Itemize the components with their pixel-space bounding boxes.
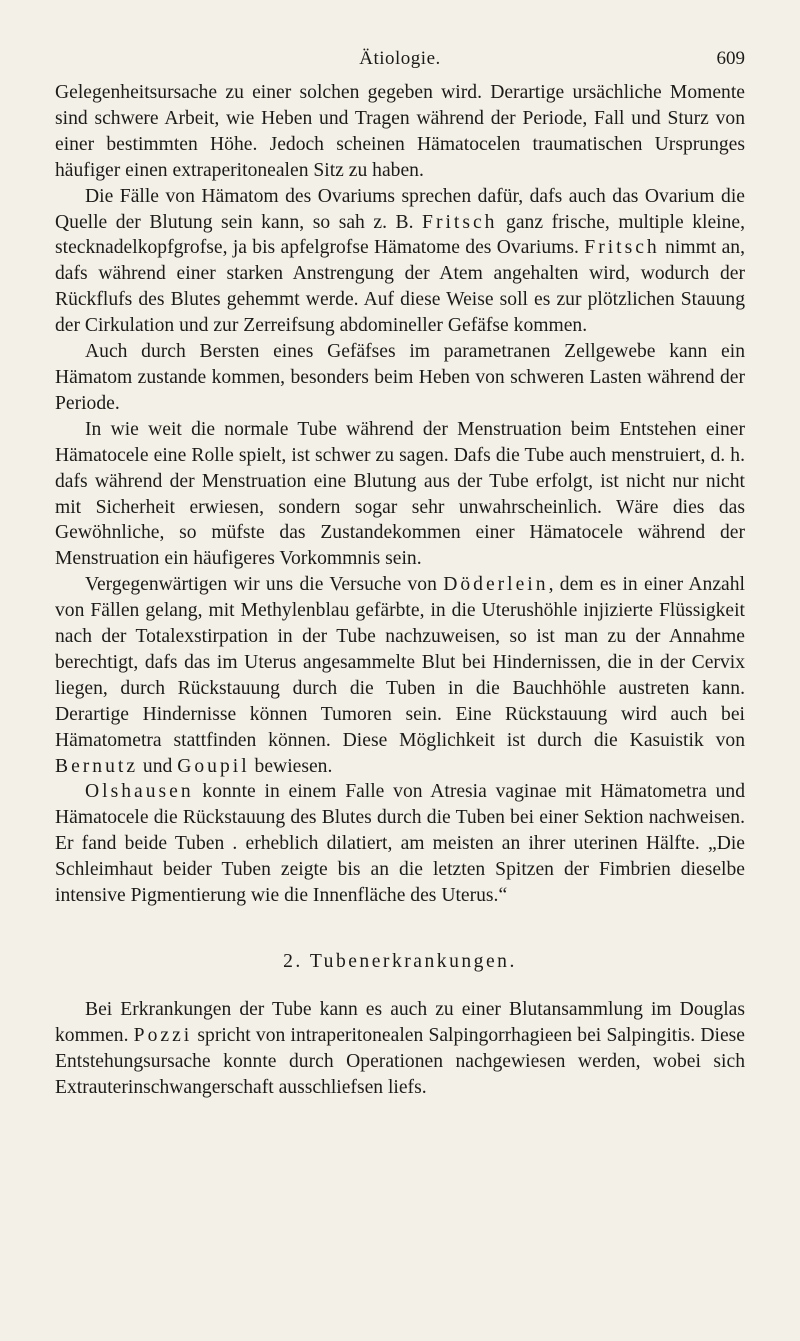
author-name: Goupil (177, 755, 250, 777)
text-run: Vergegenwärtigen wir uns die Versuche von (85, 574, 444, 596)
text-run: und (138, 755, 178, 777)
text-run: Gelegenheitsursache zu einer solchen gegeben wird. Derartige ursächliche Momente sind schwere Arbeit, wie Heben und Tragen während der Periode, Fall und Sturz von einer bestimmten Höhe. Jedoch scheinen Hämatocelen traumatischen Ursprunges häufiger einen extraperitonealen Sitz zu haben. (55, 82, 745, 181)
text-run: Die Fälle von Hämatom des Ovariums sprechen dafür, dafs auch das Ovarium die Quelle der Blutung sein kann, so sah z. B. (55, 185, 745, 233)
text-run: Bei Erkrankungen der Tube kann es auch zu einer Blutansammlung im Douglas kommen. (55, 998, 745, 1046)
section-heading: 2. Tubenerkrankungen. (283, 951, 517, 972)
author-name: Döderlein (443, 574, 549, 596)
running-header (55, 40, 745, 70)
text-run: , dem es in einer Anzahl von Fällen gelang, mit Methylenblau gefärbte, in die Uterushöhle injizierte Flüssigkeit nach der Totalexstirpation in der Tube nachzuweisen, so ist man zu der Annahme berechtigt, dafs das im Uterus angesammelte Blut bei Hindernissen, die in der Cervix liegen, durch Rückstauung durch die Tuben in die Bauchhöhle austreten kann. Derartige Hindernisse können Tumoren sein. Eine Rückstauung wird auch bei Hämatometra stattfinden können. Diese Möglichkeit ist durch die Kasuistik von (55, 574, 745, 751)
author-name: Pozzi (133, 1024, 193, 1046)
paragraph (55, 417, 745, 572)
paragraph (55, 184, 745, 339)
paragraph (55, 572, 745, 779)
author-name: Bernutz (55, 755, 139, 777)
book-page (55, 40, 745, 1101)
paragraph (55, 997, 745, 1101)
text-run: In wie weit die normale Tube während der Menstruation beim Entstehen einer Hämatocele eine Rolle spielt, ist schwer zu sagen. Dafs die Tube auch menstruiert, d. h. dafs während der Menstruation eine Blutung aus der Tube erfolgt, ist nicht nur nicht mit Sicherheit erwiesen, sondern sogar sehr unwahrscheinlich. Wäre dies das Gewöhnliche, so müfste das Zustandekommen einer Hämatocele während der Menstruation ein häufigeres Vorkommnis sein. (55, 418, 745, 570)
page-number: 609 (716, 48, 745, 69)
text-run: ganz frische, multiple kleine, stecknadelkopfgrofse, ja bis apfelgrofse Hämatome des Ovariums. (55, 211, 745, 259)
running-title: Ätiologie. (359, 48, 441, 69)
paragraph (55, 80, 745, 184)
text-run: Auch durch Bersten eines Gefäfses im parametranen Zellgewebe kann ein Hämatom zustande kommen, besonders beim Heben von schweren Lasten während der Periode. (55, 341, 745, 414)
author-name: Fritsch (422, 211, 498, 233)
author-name: Olshausen (85, 781, 194, 803)
text-run: nimmt an, dafs während einer starken Anstrengung der Atem angehalten wird, wodurch der Rückflufs des Blutes gehemmt werde. Auf diese Weise soll es zur plötzlichen Stauung der Cirkulation und zur Zerreifsung abdomineller Gefäfse kommen. (55, 237, 745, 337)
body-text (55, 80, 745, 1101)
author-name: Fritsch (584, 237, 660, 259)
text-run: spricht von intraperitonealen Salpingorrhagieen bei Salpingitis. Diese Entstehungsursache konnte durch Operationen nachgewiesen werden, wobei sich Extrauterinschwangerschaft ausschliefsen liefs. (55, 1024, 745, 1098)
text-run: bewiesen. (249, 755, 333, 777)
paragraph (55, 339, 745, 417)
text-run: konnte in einem Falle von Atresia vaginae mit Hämatometra und Hämatocele die Rückstauung des Blutes durch die Tuben bei einer Sektion nachweisen. Er fand beide Tuben . erheblich dilatiert, am meisten an ihrer uterinen Hälfte. „Die Schleimhaut beider Tuben zeigte bis an die letzten Spitzen der Fimbrien dieselbe intensive Pigmentierung wie die Innenfläche des Uterus.“ (55, 781, 745, 907)
paragraph (55, 779, 745, 909)
